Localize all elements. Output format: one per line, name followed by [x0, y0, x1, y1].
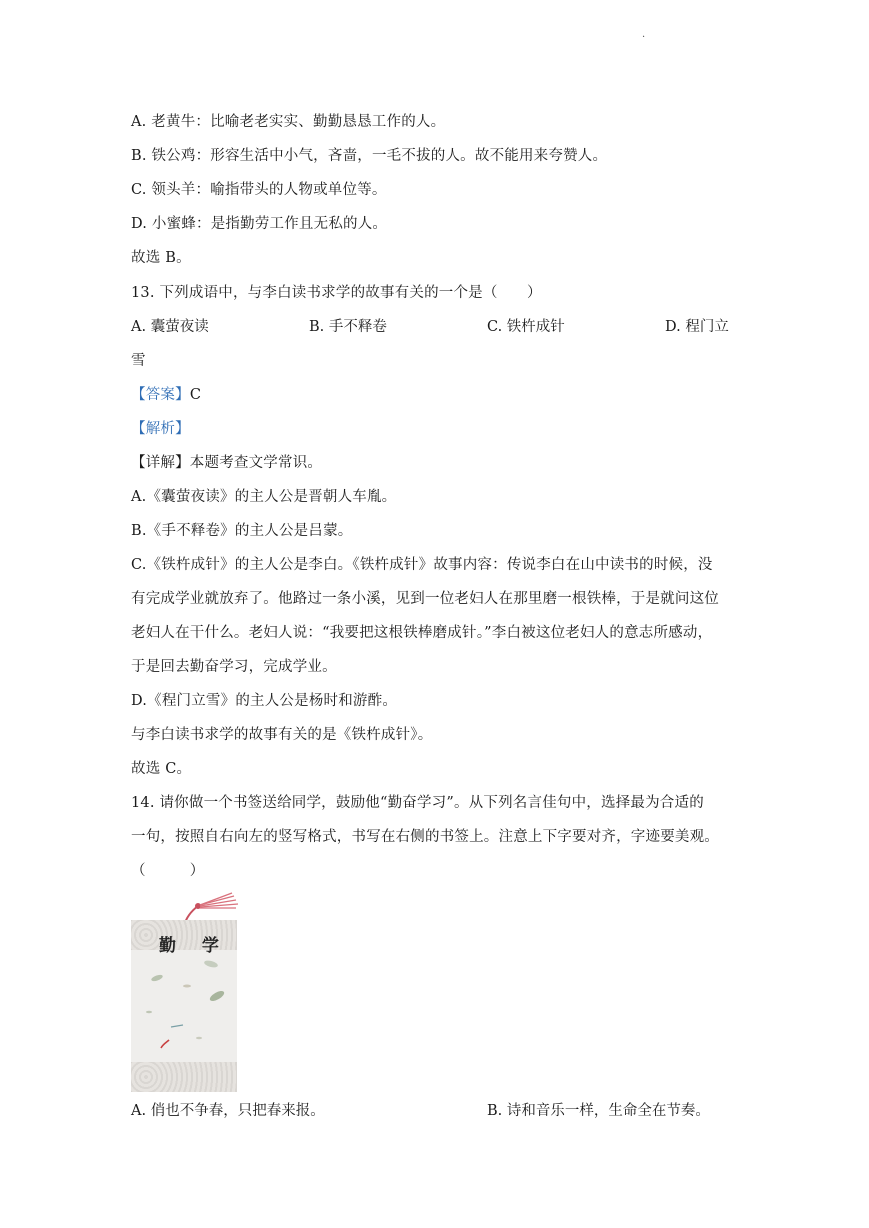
q13-option-d-wrap: 雪 [131, 353, 146, 369]
explanation-line: 有完成学业就放弃了。他路过一条小溪，见到一位老妇人在那里磨一根铁棒，于是就问这位 [131, 591, 719, 607]
bookmark-image [131, 920, 237, 1092]
bookmark-bottom-band [131, 1062, 237, 1092]
explanation-line: B.《手不释卷》的主人公是吕蒙。 [131, 523, 353, 539]
q13-option-a: A. 囊萤夜读 [131, 319, 209, 335]
explanation-line: 故选 C。 [131, 761, 192, 777]
q13-option-d: D. 程门立 [665, 319, 729, 335]
q14-option-b: B. 诗和音乐一样，生命全在节奏。 [487, 1103, 710, 1119]
text-line: C. 领头羊：喻指带头的人物或单位等。 [131, 182, 387, 198]
answer-value: C [189, 387, 202, 403]
answer-line [131, 385, 201, 405]
q13-option-c: C. 铁杵成针 [487, 319, 565, 335]
bookmark-title: 勤 学 [159, 936, 229, 956]
text-line: A. 老黄牛：比喻老老实实、勤勤恳恳工作的人。 [131, 114, 446, 130]
text-line: D. 小蜜蜂：是指勤劳工作且无私的人。 [131, 216, 388, 232]
explanation-line: 于是回去勤奋学习，完成学业。 [131, 659, 337, 675]
explanation-line: A.《囊萤夜读》的主人公是晋朝人车胤。 [131, 489, 397, 505]
leaf-decoration [131, 950, 237, 1062]
analysis-label: 【解析】 [131, 421, 190, 437]
explanation-line: 【详解】本题考查文学常识。 [131, 455, 323, 471]
text-line: B. 铁公鸡：形容生活中小气，吝啬，一毛不拔的人。故不能用来夸赞人。 [131, 148, 608, 164]
question-14-stem: 14. 请你做一个书签送给同学，鼓励他“勤奋学习”。从下列名言佳句中，选择最为合适的 [131, 795, 704, 811]
q13-option-b: B. 手不释卷 [309, 319, 387, 335]
answer-label: 【答案】 [131, 387, 190, 403]
question-14-blank: （ ） [131, 863, 205, 879]
q14-option-a: A. 俏也不争春，只把春来报。 [131, 1103, 325, 1119]
explanation-line: 与李白读书求学的故事有关的是《铁杵成针》。 [131, 727, 433, 743]
explanation-line: D.《程门立雪》的主人公是杨时和游酢。 [131, 693, 398, 709]
explanation-line: 老妇人在干什么。老妇人说：“我要把这根铁棒磨成针。”李白被这位老妇人的意志所感动， [131, 625, 713, 641]
question-14-stem: 一句，按照自右向左的竖写格式，书写在右侧的书签上。注意上下字要对齐，字迹要美观。 [131, 829, 719, 845]
header-dot: · [642, 32, 646, 43]
text-line: 故选 B。 [131, 250, 191, 266]
explanation-line: C.《铁杵成针》的主人公是李白。《铁杵成针》故事内容：传说李白在山中读书的时候，没 [131, 557, 713, 573]
question-13-stem: 13. 下列成语中，与李白读书求学的故事有关的一个是（ ） [131, 285, 542, 301]
